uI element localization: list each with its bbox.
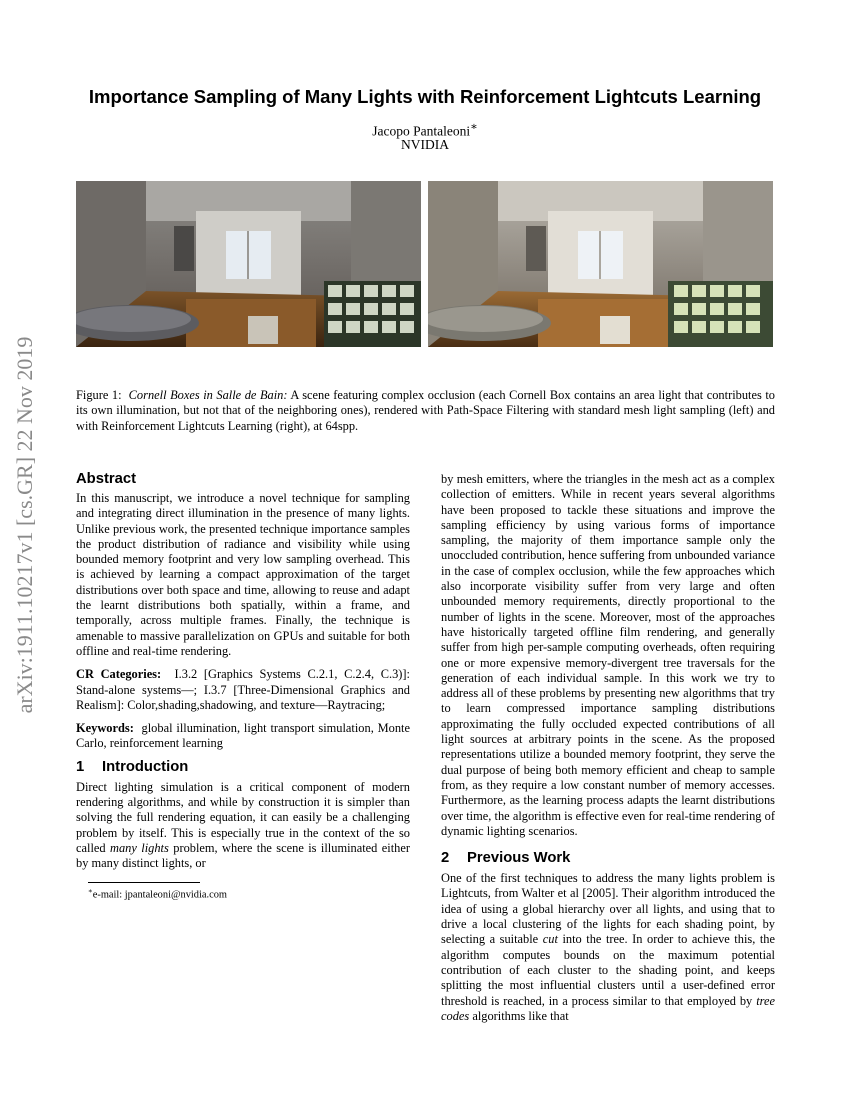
keywords-label: Keywords: bbox=[76, 721, 134, 736]
author-name-text: Jacopo Pantaleoni bbox=[372, 123, 471, 139]
previous-work-number: 2 bbox=[441, 850, 450, 867]
footnote bbox=[88, 887, 227, 900]
abstract-heading: Abstract bbox=[76, 471, 137, 487]
arxiv-stamp bbox=[2, 290, 42, 760]
keywords bbox=[76, 721, 410, 752]
figure-caption-text: A scene featuring complex occlusion (each Cornell Box contains an area light that contributes to its own illumination, but not that of the neighboring ones), rendered with Path-Space Filtering with standard mesh light sampling (left) and with Reinforcement Lightcuts Learning (right), at 64spp. bbox=[76, 388, 775, 433]
introduction-heading bbox=[76, 758, 410, 776]
footnote-rule bbox=[88, 882, 200, 883]
figure-left-render bbox=[76, 181, 421, 347]
figure-label: Figure 1: bbox=[76, 388, 122, 402]
many-lights-italic: many lights bbox=[110, 840, 169, 855]
keywords-text: global illumination, light transport simulation, Monte Carlo, reinforcement learning bbox=[76, 721, 410, 751]
previous-work-text: One of the first techniques to address the many lights problem is Lightcuts, from Walter et al [2005]. Their algorithm introduced the idea of using a global hierarchy over all lights, and using that to drive a local clustering of the lights for each shading point, by selecting a suitable cut into the tree. In order to achieve this, the algorithm computes bounds on the maximum potential contribution of each cluster to the shading point, and keeps splitting the most influential clusters until a user-defined error threshold is reached, in a process similar to that employed by tree codes algorithms like that bbox=[441, 871, 775, 1023]
cr-categories bbox=[76, 667, 410, 713]
footnote-text: e-mail: jpantaleoni@nvidia.com bbox=[92, 889, 227, 901]
introduction-number: 1 bbox=[76, 758, 85, 775]
footnote-mark: ∗ bbox=[88, 887, 93, 895]
arxiv-stamp-text: arXiv:1911.10217v1 [cs.GR] 22 Nov 2019 bbox=[12, 336, 37, 714]
right-column bbox=[441, 472, 775, 1024]
introduction-text-left: Direct lighting simulation is a critical component of modern rendering algorithms, and while by construction it is simpler than solving the full rendering equation, it can easily be a challenging problem by itself. This is especially true in the context of the so called many lights problem, where the scene is illuminated either by many distinct lights, or bbox=[76, 779, 410, 871]
tree-codes-italic: tree codes bbox=[441, 993, 775, 1023]
introduction-heading-text: Introduction bbox=[102, 758, 189, 775]
previous-work-heading bbox=[441, 849, 775, 867]
author-footnote-mark: ∗ bbox=[470, 121, 478, 133]
previous-work-heading-text: Previous Work bbox=[467, 850, 571, 867]
cut-italic: cut bbox=[542, 932, 558, 947]
cr-categories-text: I.3.2 [Graphics Systems C.2.1, C.2.4, C.3)]: Stand-alone systems—; I.3.7 [Three-Dimensional Graphics and Realism]: Color,shading,shadowing, and texture—Raytracing; bbox=[76, 667, 411, 712]
figure-caption bbox=[76, 388, 775, 434]
author-affiliation: NVIDIA bbox=[401, 137, 449, 152]
figure-italic-title: Cornell Boxes in Salle de Bain: bbox=[128, 388, 288, 402]
paper-title: Importance Sampling of Many Lights with Reinforcement Lightcuts Learning bbox=[88, 86, 762, 107]
introduction-text-right: by mesh emitters, where the triangles in the mesh act as a complex collection of emitters. While in recent years several algorithms have been proposed to tackle these situations and improve the sampling efficiency by using various forms of importance sampling, the majority of them importance sample only the unoccluded contribution, hence suffering from unbounded variance in the case of complex occlusion, while the few approaches which also incorporate visibility suffer from very large and often unbounded memory requirements, directly proportional to the number of lights in the scene. Moreover, most of the approaches have historically targeted offline film rendering, and generally suffer from high per-sample computing overheads, often requiring one or more expensive memory-divergent tree traversals for the generation of each individual sample. In this work we try to address all of these problems by presenting new algorithms that try to learn compressed importance sampling distributions approximating the fully occluded expected contributions of all light sources at arbitrary points in the scene. As the proposed representations utilize a bounded memory footprint, they serve the dual purpose of being both memory efficient and cheap to sample from, as they require a low constant number of memory accesses. Furthermore, as the learning process adapts the learnt distributions over time, the algorithm is effective even for real-time rendering of dynamic lighting scenarios. bbox=[441, 472, 775, 838]
figure-right-render bbox=[428, 181, 773, 347]
abstract-text: In this manuscript, we introduce a novel technique for sampling and integrating direct illumination in the presence of many lights. Unlike previous work, the presented technique importance samples the product distribution of radiance and visibility while using bounded memory footprint and very low sampling overhead. This is achieved by learning a compact approximation of the target distributions over both space and time, allowing to reuse and adapt the learnt distributions both spatially, within a frame, and temporally, across multiple frames. Finally, the technique is amenable to massive parallelization on GPUs and suitable for both offline and real-time rendering. bbox=[76, 491, 410, 658]
left-column bbox=[76, 470, 410, 872]
cr-categories-label: CR Categories: bbox=[76, 667, 162, 682]
